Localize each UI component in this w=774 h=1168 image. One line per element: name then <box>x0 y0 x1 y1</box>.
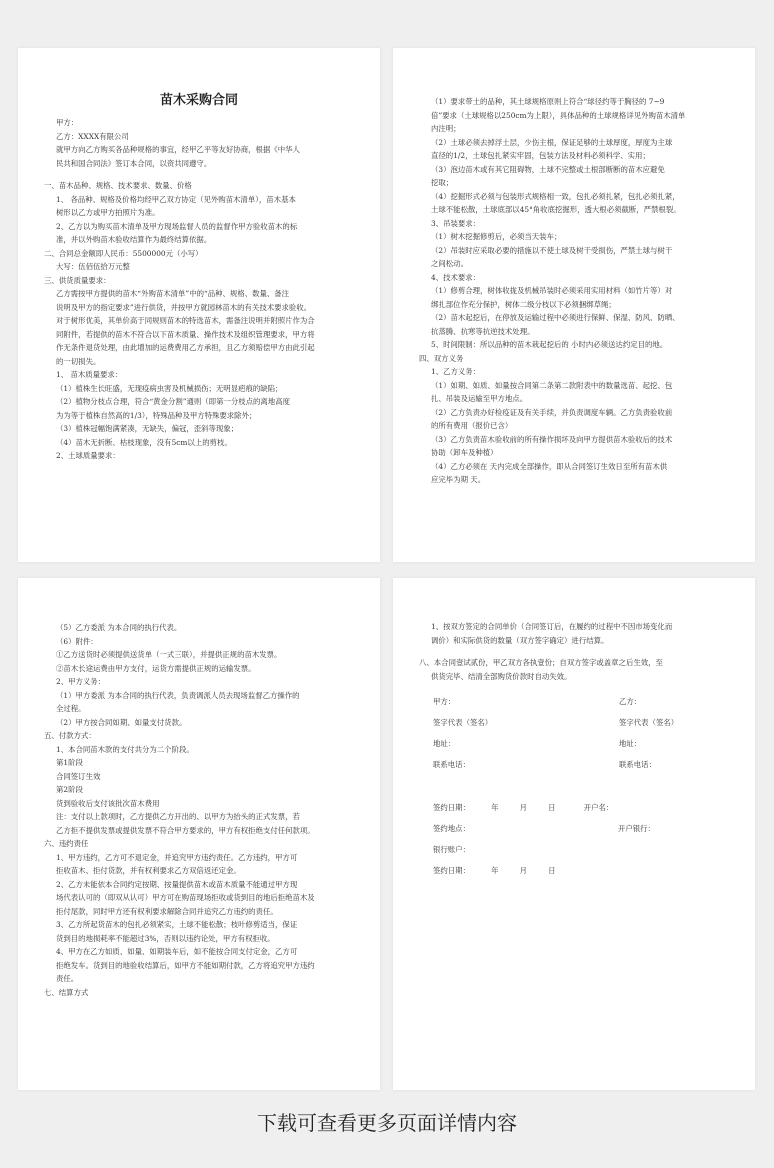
text-line: 一、苗木品种、规格、技术要求、数量、价格 <box>44 181 192 190</box>
text-line: ①乙方送货时必须提供送货单（一式三联），并提供正规的苗木发票。 <box>56 650 282 659</box>
text-line: （1）如期、如质、如量按合同第二条第二款附表中的数量选苗、起挖、包 <box>431 380 673 390</box>
text-line: （2）植物分枝点合理，符合“黄金分割”通则（即第一分枝点的离地高度 <box>56 397 290 406</box>
text-line: 抗蒸腾、抗寒等抗逆技术处理。 <box>431 326 535 336</box>
text-line: 1、乙方义务： <box>431 367 481 376</box>
text-line: （2）吊装时应采取必要的措施以不使土球及树干受损伤，严禁土球与树干 <box>431 245 673 255</box>
page-3-body <box>40 621 358 999</box>
text-line: 七、结算方式 <box>44 987 89 997</box>
signing-details-block <box>415 801 733 885</box>
text-line: 注：支付以上款项时，乙方提供乙方开出的、以甲方为抬头的正式发票，若 <box>56 812 300 821</box>
document-page-4 <box>393 578 755 1090</box>
signature-row <box>415 716 733 737</box>
text-line: 对于树形优美，其单价高于同规则苗木的特选苗木，需备注说明并附照片作为合 <box>56 316 315 325</box>
text-line: 1、 各品种、规格及价格均经甲乙双方协定（见外购苗木清单），苗木基本 <box>56 194 296 204</box>
text-line: 1、按双方签定的合同单价（合同签订后，在履约的过程中不因市场变化而 <box>431 622 673 631</box>
text-line: 为为等于植株自然高的1/3），特殊品种及甲方特殊要求除外； <box>56 410 257 420</box>
text-line: 倍”要求（土球规格以250cm为上限），具体品种的土球规格详见外购苗木清单 <box>431 110 686 120</box>
document-page-1 <box>18 48 380 562</box>
signature-row <box>415 758 733 779</box>
text-line: 2、乙方未能依本合同约定按期、按量提供苗木或苗木质量不能通过甲方现 <box>56 879 298 889</box>
text-line: 2、乙方以为购买苗木清单及甲方现场监督人员的监督作甲方验收苗木的标 <box>56 221 298 231</box>
text-line: 说明及甲方的指定要求”进行供货，并按甲方就园林苗木的有关技术要求验收。 <box>56 302 312 312</box>
signing-detail-row: 签约日期： 年 月 日 开户名： <box>433 803 614 812</box>
text-line: （1）要求带土的品种，其土球规格原则上符合“球径约等于胸径的 7~9 <box>431 97 665 106</box>
text-line: 乙方：XXXX有限公司 <box>56 131 129 141</box>
text-line: 准，并以外购苗木验收结算作为最终结算依据。 <box>56 235 212 244</box>
text-line: 3、乙方所起货苗木的包扎必须紧实，土球不能松散；枝叶修剪适当，保证 <box>56 920 298 929</box>
party-a-field: 联系电话： <box>433 760 470 769</box>
text-line: 2、甲方义务： <box>56 677 106 686</box>
text-line: ②苗木长途运费由甲方支付，运货方需提供正规的运输发票。 <box>56 663 256 673</box>
text-line: （4）苗木无折断、枯枝现象，没有5cm以上的剪枝。 <box>56 437 232 447</box>
page-4-body <box>415 620 733 683</box>
signature-block <box>415 695 733 779</box>
text-line: （6）附件： <box>56 636 98 646</box>
text-line: 场代表认可的（即双从认可）甲方可在购苗现场拒收或货到目的地后拒绝苗木及 <box>56 893 315 902</box>
text-line: 土球不能松散，土球底部以45°角收底挖掘形，透大根必须截断，严禁根裂。 <box>431 205 681 214</box>
blank-line <box>415 647 733 656</box>
text-line: 拒收苗木、拒付货款，并有权利要求乙方双倍返还定金。 <box>56 866 241 875</box>
text-line: 直径的1/2，土球包扎紧实牢固，包装方法及材料必须科学、实用； <box>431 151 650 160</box>
text-line: 大写：伍佰伍拾万元整 <box>56 262 130 271</box>
text-line: （3）乙方负责苗木验收前的所有操作损坏及向甲方提供苗木验收后的技术 <box>431 434 673 444</box>
signature-row <box>415 695 733 716</box>
text-line: 4、技术要求： <box>431 272 481 282</box>
party-b-field: 地址： <box>619 739 642 748</box>
text-line: 全过程。 <box>56 704 86 713</box>
signing-detail-row: 签约地点： 开户银行： <box>433 824 655 833</box>
text-line: 甲方： <box>56 118 79 127</box>
party-a-field: 签字代表（签名） <box>433 718 493 727</box>
text-line: 就甲方向乙方购买各品种规格的事宜，经甲乙平等友好协商，根据《中华人 <box>56 145 300 154</box>
text-line: 绑扎部位作充分保护，树体二级分枝以下必须捆绑草绳； <box>431 299 616 309</box>
text-line: （1）植株生长旺盛，无现疫病虫害及机械损伤；无明显疤痕的缺陷； <box>56 383 283 393</box>
party-b-field: 乙方： <box>619 697 642 706</box>
text-line: 货到目的地损耗率不能超过3%，否则以违约论处，甲方有权拒收。 <box>56 933 275 943</box>
text-line: 的所有费用（报价已含） <box>431 421 513 430</box>
text-line: 拒绝发车。货到目的地验收结算后，如甲方不能如期付款，乙方将追究甲方违约 <box>56 960 315 970</box>
text-line: （2）土球必须去掉浮土层，少伤主根，保证足够的土球厚度，厚度为主球 <box>431 137 673 147</box>
document-page-3 <box>18 578 380 1090</box>
contract-title: 苗木采购合同 <box>159 93 238 108</box>
text-line: （5）乙方委派 为本合同的执行代表。 <box>56 623 182 632</box>
text-line: 内注明； <box>431 124 461 133</box>
party-a-field: 地址： <box>433 739 456 748</box>
document-page-2 <box>393 48 755 562</box>
text-line: （1）树木挖掘修剪后，必须当天装车； <box>431 232 562 241</box>
text-line: （4）挖掘形式必须与包装形式规格相一致，包扎必须扎紧，包扎必须扎紧， <box>431 191 680 201</box>
text-line: 之间松动。 <box>431 259 468 268</box>
text-line: （2）苗木起挖后，在停放及运输过程中必须进行保鲜、保湿、防风、防晒、 <box>431 313 680 322</box>
party-b-field: 签字代表（签名） <box>619 718 679 727</box>
text-line: 1、甲方违约，乙方可不退定金，并追究甲方违约责任。乙方违约，甲方可 <box>56 852 298 862</box>
text-line: （1）甲方委派 为本合同的执行代表，负责调派人员去现场监督乙方操作的 <box>56 690 300 700</box>
page-1-body <box>40 116 358 463</box>
text-line: 六、违约责任 <box>44 839 89 848</box>
party-b-field: 联系电话： <box>619 760 656 769</box>
text-line: 挖取； <box>431 178 454 187</box>
text-line: 作无条件退货处理，由此增加的运费费用乙方承担，且乙方须赔偿甲方由此引起 <box>56 343 315 352</box>
signing-detail-row: 银行账户： <box>433 845 470 854</box>
text-line: 五、付款方式： <box>44 731 96 740</box>
text-line: 协助（卸车及种植） <box>431 448 498 457</box>
text-line: （3）泡边苗木或有其它阻碍物，土球不完整或土根部断断的苗木应避免 <box>431 164 665 174</box>
text-line: （3）植株冠幅饱满紧凑，无缺失，偏冠，歪斜等现象； <box>56 424 239 433</box>
text-line: 供货完毕、结清全部购货价款时自动失效。 <box>431 671 572 681</box>
text-line: 2、土球质量要求： <box>56 451 120 460</box>
text-line: 同附件，若提供的苗木不符合以下苗木质量、操作技术及组织管理要求，甲方将 <box>56 329 315 339</box>
text-line: （2）乙方负责办好检疫证及有关手续，并负责调度车辆。乙方负责验收前 <box>431 407 673 417</box>
text-line: 3、吊装要求： <box>431 218 481 228</box>
text-line: 拒付尾款，同时甲方还有权利要求解除合同并追究乙方违约的责任。 <box>56 906 278 916</box>
text-line: 乙方需按甲方提供的苗木“外购苗木清单”中的“品种、规格、数量、备注 <box>56 289 290 298</box>
text-line: 三、供货质量要求： <box>44 275 111 285</box>
text-line: 第1阶段 <box>56 758 83 767</box>
party-a-field: 甲方： <box>433 697 456 706</box>
text-line: 四、双方义务 <box>419 353 464 363</box>
text-line: 的一切损失。 <box>56 356 101 366</box>
text-line: （2）甲方按合同如期、如量支付货款。 <box>56 717 187 727</box>
signature-row <box>415 737 733 758</box>
text-line: 乙方拒不提供发票或提供发票不符合甲方要求的，甲方有权拒绝支付任何款项。 <box>56 825 315 835</box>
page-2-body <box>415 95 733 487</box>
text-line: （4）乙方必须在 天内完成全部操作，即从合同签订生效日至所有苗木供 <box>431 461 668 471</box>
text-line: 责任。 <box>56 974 79 983</box>
text-line: 货到验收后支付该批次苗木费用 <box>56 798 160 808</box>
text-line: 应完毕为期 天。 <box>431 475 486 484</box>
text-line: 1、本合同苗木款的支付共分为二个阶段。 <box>56 744 194 754</box>
text-line: 5、时间限制：所以品种的苗木栽起挖后的 小时内必须送达约定目的地。 <box>431 340 668 349</box>
signing-detail-row: 签约日期： 年 月 日 <box>433 866 556 875</box>
text-line: 合同签订生效 <box>56 771 101 781</box>
text-line: 二、合同总金额即人民币：5500000元（小写） <box>44 248 203 258</box>
text-line: 民共和国合同法》签订本合同，以资共同遵守。 <box>56 158 212 168</box>
text-line: 4、甲方在乙方如质、如量、如期装车后，如不能按合同支付定金，乙方可 <box>56 947 298 956</box>
download-more-caption[interactable]: 下载可查看更多页面详情内容 <box>257 1111 517 1135</box>
text-line: 调价）和实际供货的数量（双方签字确定）进行结算。 <box>431 635 609 645</box>
blank-line <box>40 170 358 179</box>
text-line: 1、 苗木质量要求： <box>56 370 123 379</box>
text-line: 扎、吊装及运输至甲方地点。 <box>431 394 528 403</box>
text-line: （1）修剪合理，树体收拢及机械吊装时必须采用实用材料（如竹片等）对 <box>431 286 673 295</box>
text-line: 八、本合同壹试贰份，甲乙双方各执壹份；自双方签字或盖章之后生效，至 <box>419 658 663 667</box>
text-line: 第2阶段 <box>56 785 83 794</box>
text-line: 树形以乙方或甲方拍照片为准。 <box>56 208 160 217</box>
